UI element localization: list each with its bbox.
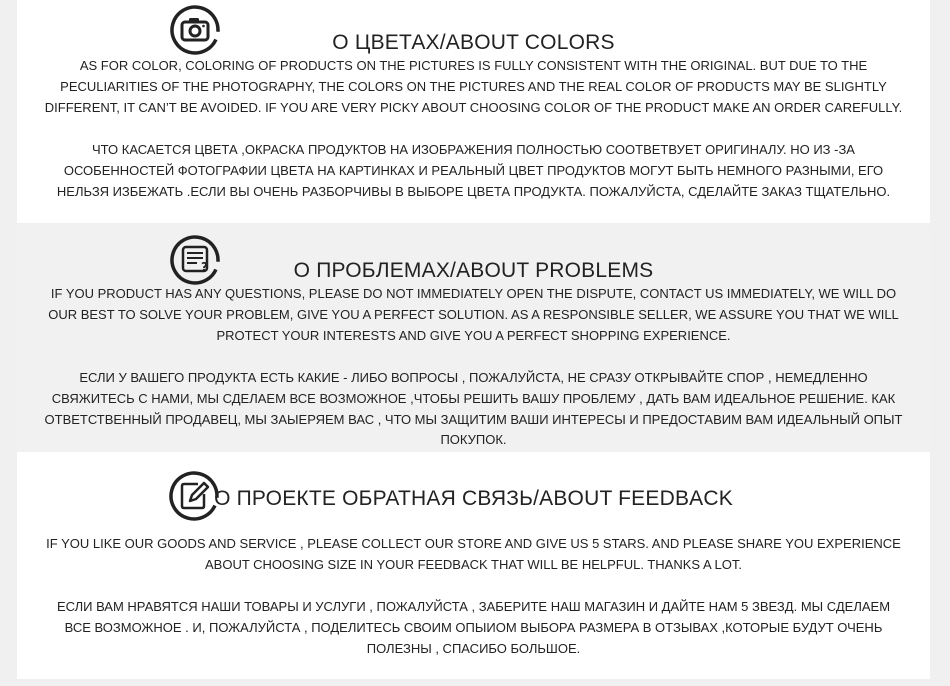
section-title-colors: О ЦВЕТАХ/ABOUT COLORS — [332, 31, 615, 54]
section-text-ru-feedback: ЕСЛИ ВАМ НРАВЯТСЯ НАШИ ТОВАРЫ И УСЛУГИ , ПОЖАЛУЙСТА , ЗАБЕРИТЕ НАШ МАГАЗИН И ДАЙТЕ НАМ 5 ЗВЕЗД. МЫ СДЕЛАЕМ ВСЕ ВОЗМОЖНОЕ . И, ПОЖАЛУЙСТА , ПОДЕЛИТЕСЬ СВОИМ ОПЫИОМ ВЫБОРА РАЗМЕРА В ОТЗЫВАХ ,КОТОРЫЕ БУДУТ ОЧЕНЬ ПОЛЕЗНЫ , СПАСИБО БОЛЬШОЕ. — [56, 599, 891, 656]
colors-section — [17, 0, 930, 223]
section-title-feedback: О ПРОЕКТЕ ОБРАТНАЯ СВЯЗЬ/ABOUT FEEDBACK — [214, 487, 733, 510]
section-text-ru-problems: ЕСЛИ У ВАШЕГО ПРОДУКТА ЕСТЬ КАКИЕ - ЛИБО ВОПРОСЫ , ПОЖАЛУЙСТА, НЕ СРАЗУ ОТКРЫВАЙТЕ СПОР , НЕМЕДЛЕННО СВЯЖИТЕСЬ С НАМИ, МЫ СДЕЛАЕМ ВСЕ ВОЗМОЖНОЕ ,ЧТОБЫ РЕШИТЬ ВАШУ ПРОБЛЕМУ , ДАТЬ ВАМ ИДЕАЛЬНОЕ РЕШЕНИЕ. КАК ОТВЕТСТВЕННЫЙ ПРОДАВЕЦ, МЫ ЗАЫЕРЯЕМ ВАС , ЧТО МЫ ЗАЩИТИМ ВАШИ ИНТЕРЕСЫ И ПРЕДОСТАВИМ ВАМ ИДЕАЛЬНЫЙ ОПЫТ ПОКУПОК. — [44, 370, 903, 448]
feedback-section — [17, 452, 930, 679]
section-text-en-problems: IF YOU PRODUCT HAS ANY QUESTIONS, PLEASE DO NOT IMMEDIATELY OPEN THE DISPUTE, CONTACT US IMMEDIATELY, WE WILL DO OUR BEST TO SOLVE YOUR PROBLEM, GIVE YOU A PERFECT SOLUTION. AS A RESPONSIBLE SELLER, WE ASSURE YOU THAT WE WILL PROTECT YOUR INTERESTS AND GIVE YOU A PERFECT SHOPPING EXPERIENCE. — [48, 286, 899, 343]
section-text-en-colors: AS FOR COLOR, COLORING OF PRODUCTS ON THE PICTURES IS FULLY CONSISTENT WITH THE ORIGINAL. BUT DUE TO THE PECULIARITIES OF THE PHOTOGRAPHY, THE COLORS ON THE PICTURES AND THE REAL COLOR OF PRODUCTS MAY BE SLIGHTLY DIFFERENT, IT CAN’T BE AVOIDED. IF YOU ARE VERY PICKY ABOUT CHOOSING COLOR OF THE PRODUCT MAKE AN ORDER CAREFULLY. — [44, 58, 903, 115]
problems-section — [17, 225, 930, 450]
section-text-en-feedback: IF YOU LIKE OUR GOODS AND SERVICE , PLEASE COLLECT OUR STORE AND GIVE US 5 STARS. AND PLEASE SHARE YOU EXPERIENCE ABOUT CHOOSING SIZE IN YOUR FEEDBACK THAT WILL BE HELPFUL. THANKS A LOT. — [46, 536, 901, 572]
section-title-problems: О ПРОБЛЕМАХ/ABOUT PROBLEMS — [293, 259, 654, 282]
svg-text:?: ? — [201, 260, 208, 274]
section-text-ru-colors: ЧТО КАСАЕТСЯ ЦВЕТА ,ОКРАСКА ПРОДУКТОВ НА ИЗОБРАЖЕНИЯ ПОЛНОСТЬЮ СООТВЕТВУЕТ ОРИГИНАЛУ. НО ИЗ -ЗА ОСОБЕННОСТЕЙ ФОТОГРАФИИ ЦВЕТА НА КАРТИНКАХ И РЕАЛЬНЫЙ ЦВЕТ ПРОДУКТОВ МОГУТ БЫТЬ НЕМНОГО РАЗНЫМИ, ЕГО НЕЛЬЗЯ ИЗБЕЖАТЬ .ЕСЛИ ВЫ ОЧЕНЬ РАЗБОРЧИВЫ В ВЫБОРЕ ЦВЕТА ПРОДУКТА. ПОЖАЛУЙСТА, СДЕЛАЙТЕ ЗАКАЗ ТЩАТЕЛЬНО. — [56, 142, 891, 199]
